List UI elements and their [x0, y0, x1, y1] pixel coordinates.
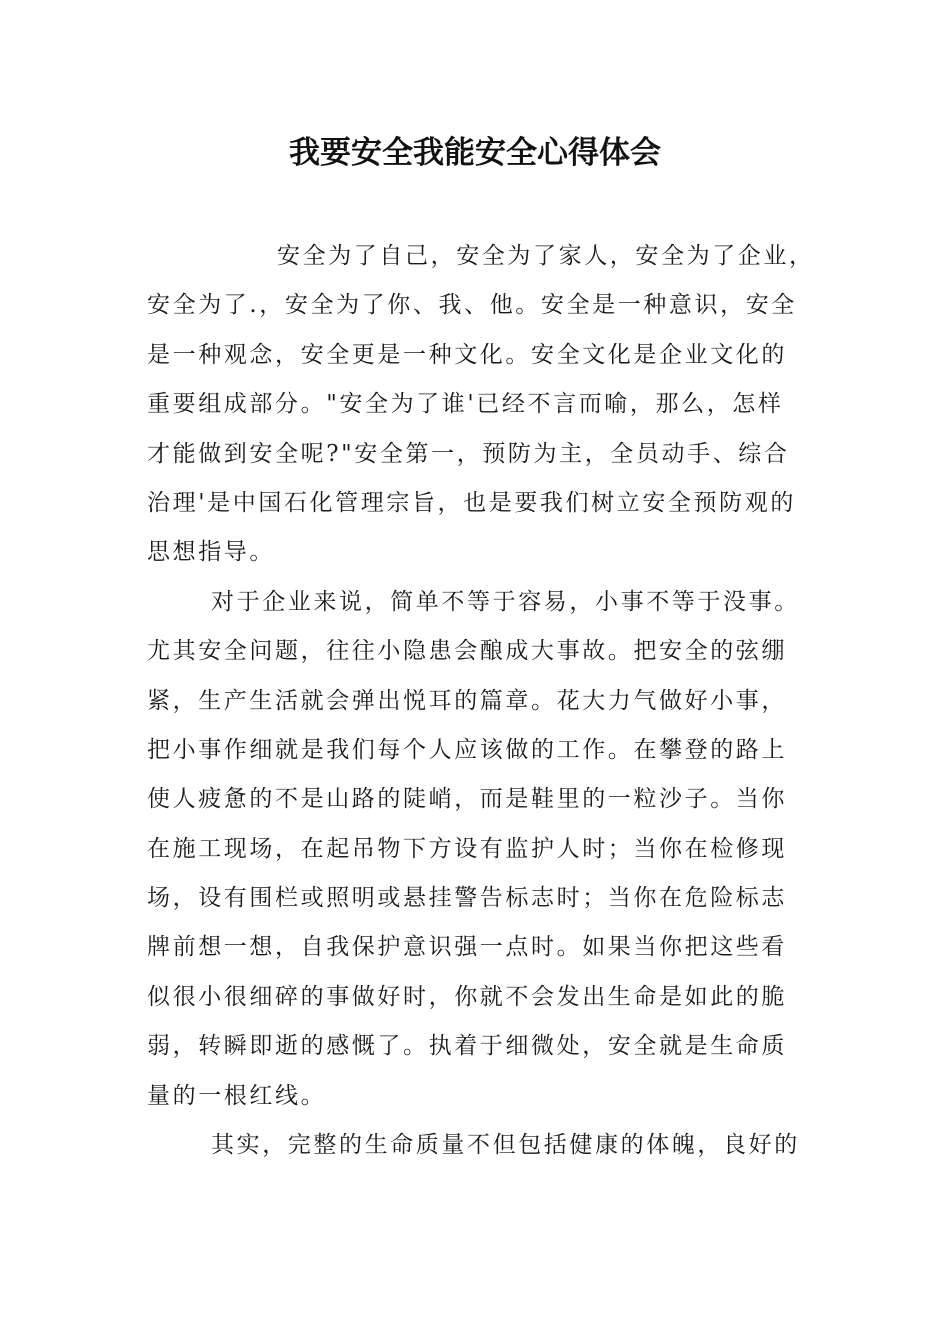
document-body — [147, 232, 815, 1170]
paragraph-line: 弱，转瞬即逝的感慨了。执着于细微处，安全就是生命质 — [147, 1033, 787, 1060]
paragraph-line: 似很小很细碎的事做好时，你就不会发出生命是如此的脆 — [147, 983, 787, 1010]
paragraph-line: 重要组成部分。"安全为了谁'已经不言而喻，那么，怎样 — [147, 391, 784, 418]
paragraph-line: 牌前想一想，自我保护意识强一点时。如果当你把这些看 — [147, 934, 787, 961]
paragraph-line: 安全为了自己，安全为了家人，安全为了企业， — [277, 243, 815, 269]
paragraph-line: 紧，生产生活就会弹出悦耳的篇章。花大力气做好小事， — [147, 687, 787, 714]
paragraph-line: 量的一根红线。 — [147, 1082, 327, 1109]
paragraph-2 — [147, 578, 807, 1121]
paragraph-line: 思想指导。 — [147, 539, 275, 566]
paragraph-line: 治理'是中国石化管理宗旨，也是要我们树立安全预防观的 — [147, 489, 796, 516]
paragraph-line: 安全为了.，安全为了你、我、他。安全是一种意识，安全 — [147, 292, 797, 319]
paragraph-line: 才能做到安全呢?"安全第一，预防为主，全员动手、综合 — [147, 440, 790, 467]
paragraph-1 — [147, 232, 815, 578]
paragraph-line: 其实，完整的生命质量不但包括健康的体魄，良好的 — [211, 1132, 800, 1159]
paragraph-line: 是一种观念，安全更是一种文化。安全文化是企业文化的 — [147, 341, 787, 368]
paragraph-line: 在施工现场，在起吊物下方设有监护人时；当你在检修现 — [147, 835, 787, 862]
document-title: 我要安全我能安全心得体会 — [289, 135, 661, 171]
paragraph-line: 使人疲惫的不是山路的陡峭，而是鞋里的一粒沙子。当你 — [147, 786, 787, 813]
paragraph-line: 把小事作细就是我们每个人应该做的工作。在攀登的路上 — [147, 736, 787, 763]
paragraph-line: 场，设有围栏或照明或悬挂警告标志时；当你在危险标志 — [147, 885, 787, 912]
paragraph-line: 对于企业来说，简单不等于容易，小事不等于没事。 — [211, 588, 800, 615]
paragraph-3 — [147, 1121, 807, 1170]
paragraph-line: 尤其安全问题，往往小隐患会酿成大事故。把安全的弦绷 — [147, 638, 787, 665]
